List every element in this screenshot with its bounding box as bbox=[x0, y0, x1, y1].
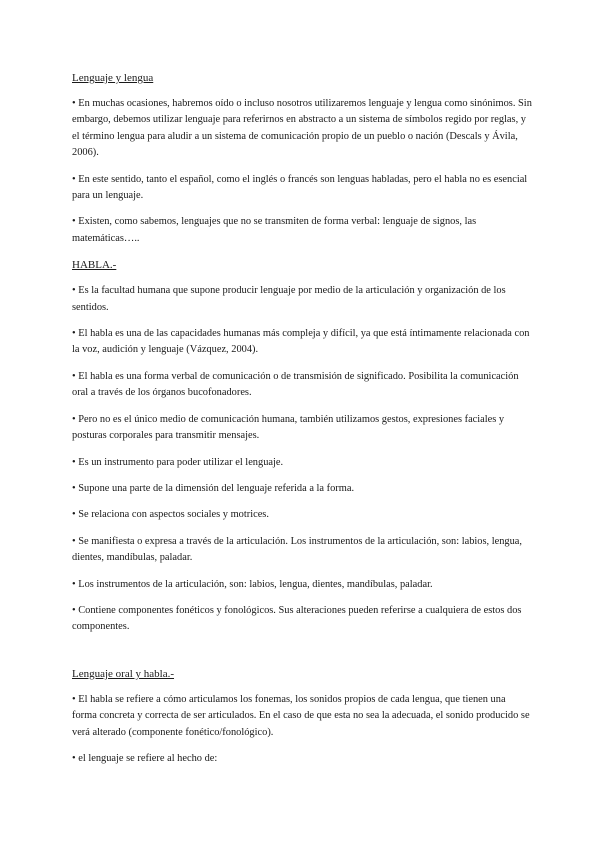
paragraph: • El habla es una de las capacidades humanas más compleja y difícil, ya que está íntimamente relacionada con la voz, audición y lenguaje (Vázquez, 2004). bbox=[72, 328, 530, 356]
section-heading-lenguaje-oral-y-habla: Lenguaje oral y habla.- bbox=[72, 667, 175, 680]
paragraph: • el lenguaje se refiere al hecho de: bbox=[72, 752, 218, 764]
paragraph: • El habla se refiere a cómo articulamos los fonemas, los sonidos propios de cada lengua, que tienen una forma concreta y correcta de ser articulados. En el caso de que esta no sea la adecuada, el sonido producido se verá alterado (componente fonético/fonológico). bbox=[72, 693, 530, 738]
paragraph: • El habla es una forma verbal de comunicación o de transmisión de significado. Posibilita la comunicación oral a través de los órganos bucofonadores. bbox=[72, 370, 519, 399]
paragraph: • Contiene componentes fonéticos y fonológicos. Sus alteraciones pueden referirse a cualquiera de estos dos componentes. bbox=[72, 604, 522, 633]
paragraph: • Supone una parte de la dimensión del lenguaje referida a la forma. bbox=[72, 482, 355, 494]
paragraph: • Es la facultad humana que supone producir lenguaje por medio de la articulación y organización de los sentidos. bbox=[72, 285, 506, 313]
paragraph: • En muchas ocasiones, habremos oído o incluso nosotros utilizaremos lenguaje y lengua como sinónimos. Sin embargo, debemos utilizar lenguaje para referirnos en abstracto a un sistema de símbolos regido por reglas, y el término lengua para aludir a un sistema de comunicación propio de un pueblo o nación (Descals y Ávila, 2006). bbox=[72, 98, 532, 159]
paragraph: • Los instrumentos de la articulación, son: labios, lengua, dientes, mandíbulas, paladar. bbox=[72, 578, 433, 590]
section-heading-lenguaje-y-lengua: Lenguaje y lengua bbox=[72, 72, 154, 84]
paragraph: • Se manifiesta o expresa a través de la articulación. Los instrumentos de la articulación, son: labios, lengua, dientes, mandíbulas, paladar. bbox=[72, 535, 523, 564]
paragraph: • Pero no es el único medio de comunicación humana, también utilizamos gestos, expresiones faciales y posturas corporales para transmitir mensajes. bbox=[72, 413, 505, 442]
paragraph: • En este sentido, tanto el español, como el inglés o francés son lenguas habladas, pero el habla no es esencial para un lenguaje. bbox=[72, 173, 528, 202]
paragraph: • Se relaciona con aspectos sociales y motrices. bbox=[72, 509, 269, 521]
paragraph: • Existen, como sabemos, lenguajes que no se transmiten de forma verbal: lenguaje de signos, las matemáticas….. bbox=[72, 216, 477, 244]
section-heading-habla: HABLA.- bbox=[72, 259, 117, 272]
paragraph: • Es un instrumento para poder utilizar el lenguaje. bbox=[72, 456, 284, 468]
document-body bbox=[72, 70, 532, 777]
